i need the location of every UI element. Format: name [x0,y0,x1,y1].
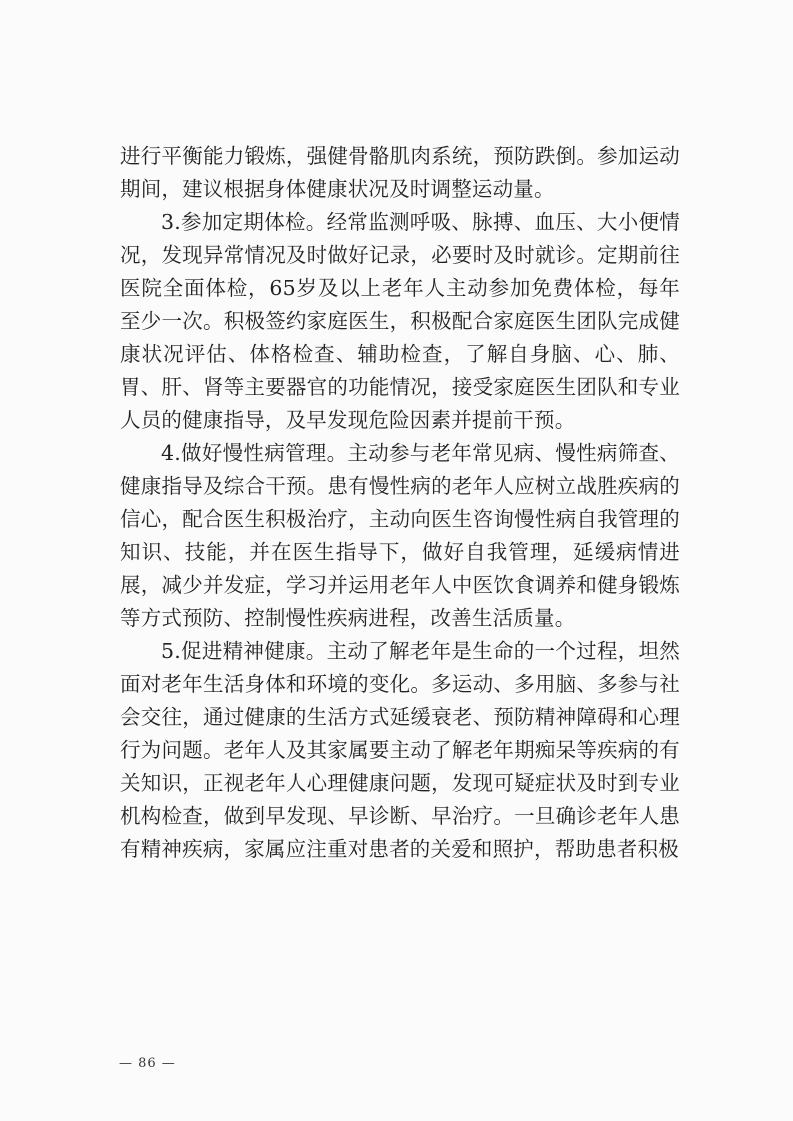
paragraph-chronic-disease: 4.做好慢性病管理。主动参与老年常见病、慢性病筛查、健康指导及综合干预。患有慢性病的老年人应树立战胜疾病的信心，配合医生积极治疗，主动向医生咨询慢性病自我管理的知识、技能，并在医生指导下，做好自我管理，延缓病情进展，减少并发症，学习并运用老年人中医饮食调养和健身锻炼等方式预防、控制慢性疾病进程，改善生活质量。 [120,441,680,630]
paragraph-continuation: 进行平衡能力锻炼，强健骨骼肌肉系统，预防跌倒。参加运动期间，建议根据身体健康状况及时调整运动量。 [120,144,680,201]
paragraph-mental-health: 5.促进精神健康。主动了解老年是生命的一个过程，坦然面对老年生活身体和环境的变化。多运动、多用脑、多参与社会交往，通过健康的生活方式延缓衰老、预防精神障碍和心理行为问题。老年人及其家属要主动了解老年期痴呆等疾病的有关知识，正视老年人心理健康问题，发现可疑症状及时到专业机构检查，做到早发现、早诊断、早治疗。一旦确诊老年人患有精神疾病，家属应注重对患者的关爱和照护，帮助患者积极 [120,639,680,861]
body-text [120,140,680,866]
page-number: — 86 — [119,1056,176,1071]
paragraph-regular-checkup: 3.参加定期体检。经常监测呼吸、脉搏、血压、大小便情况，发现异常情况及时做好记录，必要时及时就诊。定期前往医院全面体检，65岁及以上老年人主动参加免费体检，每年至少一次。积极签约家庭医生，积极配合家庭医生团队完成健康状况评估、体格检查、辅助检查，了解自身脑、心、肺、胃、肝、肾等主要器官的功能情况，接受家庭医生团队和专业人员的健康指导，及早发现危险因素并提前干预。 [120,210,680,432]
